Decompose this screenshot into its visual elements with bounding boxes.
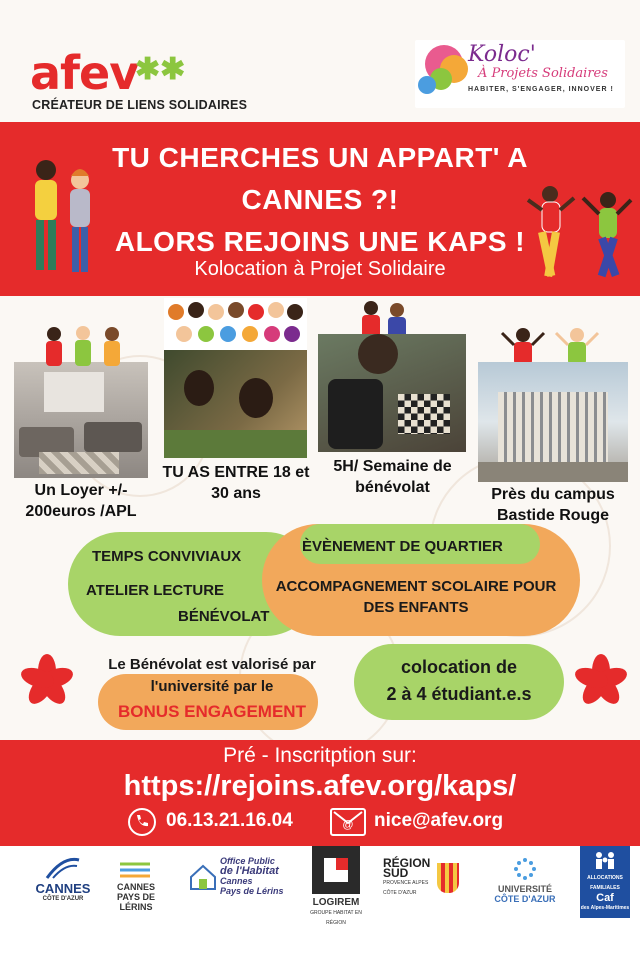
activity-accompagnement: ACCOMPAGNEMENT SCOLAIRE POUR DES ENFANTS [275,578,557,616]
kaps-logo-blob [418,76,436,94]
campus-photo [478,362,628,482]
partner-logirem: LOGIREM GROUPE HABITAT EN RÉGION [308,846,364,928]
dancing-people-illustration [520,180,635,290]
activity-atelier-lecture: ATELIER LECTURE [86,582,225,599]
email-icon [330,808,366,836]
activity-benevolat: BÉNÉVOLAT [178,608,270,625]
living-room-photo [14,362,148,478]
house-icon [188,862,218,892]
signup-label: Pré - Inscritption sur: [223,744,417,767]
partner-cannes: CANNES CÔTE D'AZUR [28,856,98,904]
phone-number[interactable]: 06.13.21.16.04 [166,810,293,831]
activity-temps-conviviaux: TEMPS CONVIVIAUX [92,548,242,565]
students-photo [164,350,307,458]
friends-illustration [38,324,128,366]
feature-campus-caption: Près du campus Bastide Rouge [491,486,615,524]
region-shield-icon [437,863,459,893]
cannes-wave-icon [43,856,83,882]
logirem-square-icon [312,846,360,894]
chess-photo [318,334,466,452]
celebrating-illustration [495,325,610,365]
afev-stars-icon: ✱✱ [135,53,186,86]
feature-volunteering-caption: 5H/ Semaine de bénévolat [333,458,452,496]
headline-line-3: ALORS REJOINS UNE KAPS ! [114,226,526,257]
kaps-logo-sub: À Projets Solidaires [478,66,608,81]
feature-rent-caption: Un Loyer +/- 200euros /APL [25,482,137,520]
afev-logo: afev [30,46,139,100]
svg-text:@: @ [342,819,354,831]
afev-tagline: CRÉATEUR DE LIENS SOLIDAIRES [32,98,248,112]
cpl-wave-icon [116,856,156,880]
volunteers-illustration [353,298,413,338]
activity-evenement-quartier: ÈVÈNEMENT DE QUARTIER [302,538,503,555]
valorise-text: Le Bénévolat est valorisé par l'université par le [108,656,316,695]
caf-family-icon [590,849,620,871]
crowd-illustration [164,298,307,350]
kaps-logo-name: Koloc' [468,42,536,67]
flower-icon [572,652,630,710]
headline-line-1: TU CHERCHES UN APPART' A [112,142,528,173]
feature-age-caption: TU AS ENTRE 18 et 30 ans [162,464,310,502]
bonus-engagement: BONUS ENGAGEMENT [118,702,306,721]
kaps-logo-tagline: HABITER, S'ENGAGER, INNOVER ! [468,86,614,93]
phone-icon [128,808,156,836]
partner-caf: ALLOCATIONS FAMILIALES Caf des Alpes-Maritimes [580,846,630,918]
students-illustration [18,150,108,280]
partner-office-public-habitat: Office Public de l'Habitat Cannes Pays de Lérins [188,856,298,896]
partner-region-sud: RÉGION SUD PROVENCE ALPES CÔTE D'AZUR [376,858,466,898]
email-address[interactable]: nice@afev.org [374,810,504,831]
university-star-icon [512,856,538,882]
colocation-text: colocation de 2 à 4 étudiant.e.s [386,657,532,704]
headline-subtitle: Kolocation à Projet Solidaire [194,258,446,280]
partner-universite-cote-azur: UNIVERSITÉ CÔTE D'AZUR [490,856,560,904]
signup-url-link[interactable]: https://rejoins.afev.org/kaps/ [123,770,517,802]
partner-cannes-pays-lerins: CANNES PAYS DE LÉRINS [106,856,166,912]
headline-line-2: CANNES ?! [241,184,399,215]
